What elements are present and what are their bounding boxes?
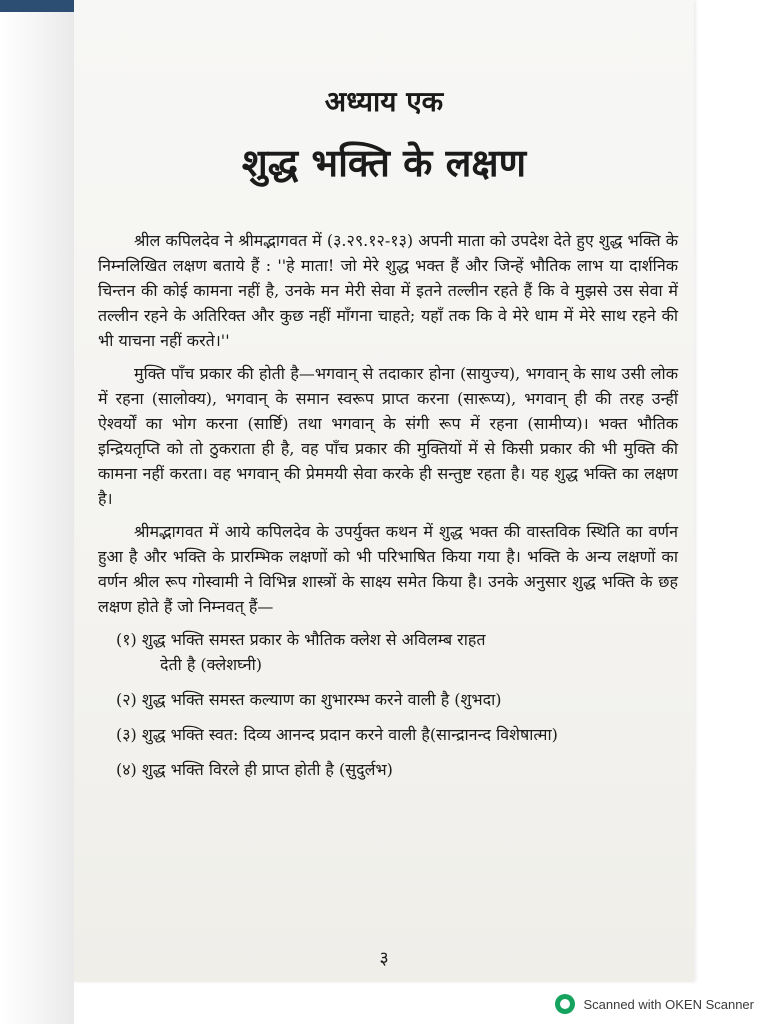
chapter-title: शुद्ध भक्ति के लक्षण	[241, 140, 527, 185]
scanner-footer	[555, 994, 754, 1014]
scanner-text: Scanned with OKEN Scanner	[583, 996, 754, 1012]
paragraph-3: श्रीमद्भागवत में आये कपिलदेव के उपर्युक्त कथन में शुद्ध भक्त की वास्तविक स्थिति का वर्णन हुआ है और भक्ति के प्रारम्भिक लक्षणों को भी परिभाषित किया गया है। भक्ति के अन्य लक्षणों का वर्णन श्रील रूप गोस्वामी ने विभिन्न शास्त्रों के साक्ष्य समेत किया है। उनके अनुसार शुद्ध भक्ति के छह लक्षण होते हैं जो निम्नवत् हैं—	[98, 522, 678, 616]
chapter-label: अध्याय एक	[324, 85, 444, 118]
list-item-text: (१) शुद्ध भक्ति समस्त प्रकार के भौतिक क्लेश से अविलम्ब राहत	[116, 630, 486, 649]
list-item-text: (४) शुद्ध भक्ति विरले ही प्राप्त होती है (सुदुर्लभ)	[116, 760, 393, 779]
oken-scanner-icon	[555, 994, 575, 1014]
characteristics-list	[98, 627, 678, 782]
list-item-text: (३) शुद्ध भक्ति स्वत: दिव्य आनन्द प्रदान करने वाली है(सान्द्रानन्द विशेषात्मा)	[116, 725, 558, 744]
list-item	[116, 627, 678, 677]
body-text	[98, 228, 678, 792]
book-page	[74, 0, 694, 982]
list-item	[116, 757, 678, 782]
page-number: ३	[379, 948, 389, 969]
list-item	[116, 687, 678, 712]
paragraph-2: मुक्ति पाँच प्रकार की होती है—भगवान् से तदाकार होना (सायुज्य), भगवान् के साथ उसी लोक में रहना (सालोक्य), भगवान् के समान स्वरूप प्राप्त करना (सारूप्य), भगवान् ही की तरह उन्हीं ऐश्वर्यों का भोग करना (सार्ष्टि) तथा भगवान् के संगी रूप में रहना (सामीप्य)। भक्त भौतिक इन्द्रियतृप्ति को तो ठुकराता ही है, वह पाँच प्रकार की मुक्तियों में से किसी प्रकार की भी मुक्ति की कामना नहीं करता। वह भगवान् की प्रेममयी सेवा करके ही सन्तुष्ट रहता है। यह शुद्ध भक्ति का लक्षण है।	[98, 364, 678, 508]
list-item	[116, 722, 678, 747]
list-item-text: (२) शुद्ध भक्ति समस्त कल्याण का शुभारम्भ करने वाली है (शुभदा)	[116, 690, 502, 709]
paragraph-1: श्रील कपिलदेव ने श्रीमद्भागवत में (३.२९.१२-१३) अपनी माता को उपदेश देते हुए शुद्ध भक्ति के निम्नलिखित लक्षण बताये हैं : ''हे माता! जो मेरे शुद्ध भक्त हैं और जिन्हें भौतिक लाभ या दार्शनिक चिन्तन की कोई कामना नहीं है, उनके मन मेरी सेवा में इतने तल्लीन रहते हैं कि वे मुझसे उस सेवा में तल्लीन रहने के अतिरिक्त और कुछ नहीं माँगना चाहते; यहाँ तक कि वे मेरे धाम में मेरे साथ रहने की भी याचना नहीं करते।''	[98, 231, 678, 350]
page-right-margin	[694, 0, 768, 982]
list-item-continuation: देती है (क्लेशघ्नी)	[160, 655, 263, 674]
page-left-margin	[0, 0, 74, 1024]
binder-tab	[0, 0, 74, 12]
